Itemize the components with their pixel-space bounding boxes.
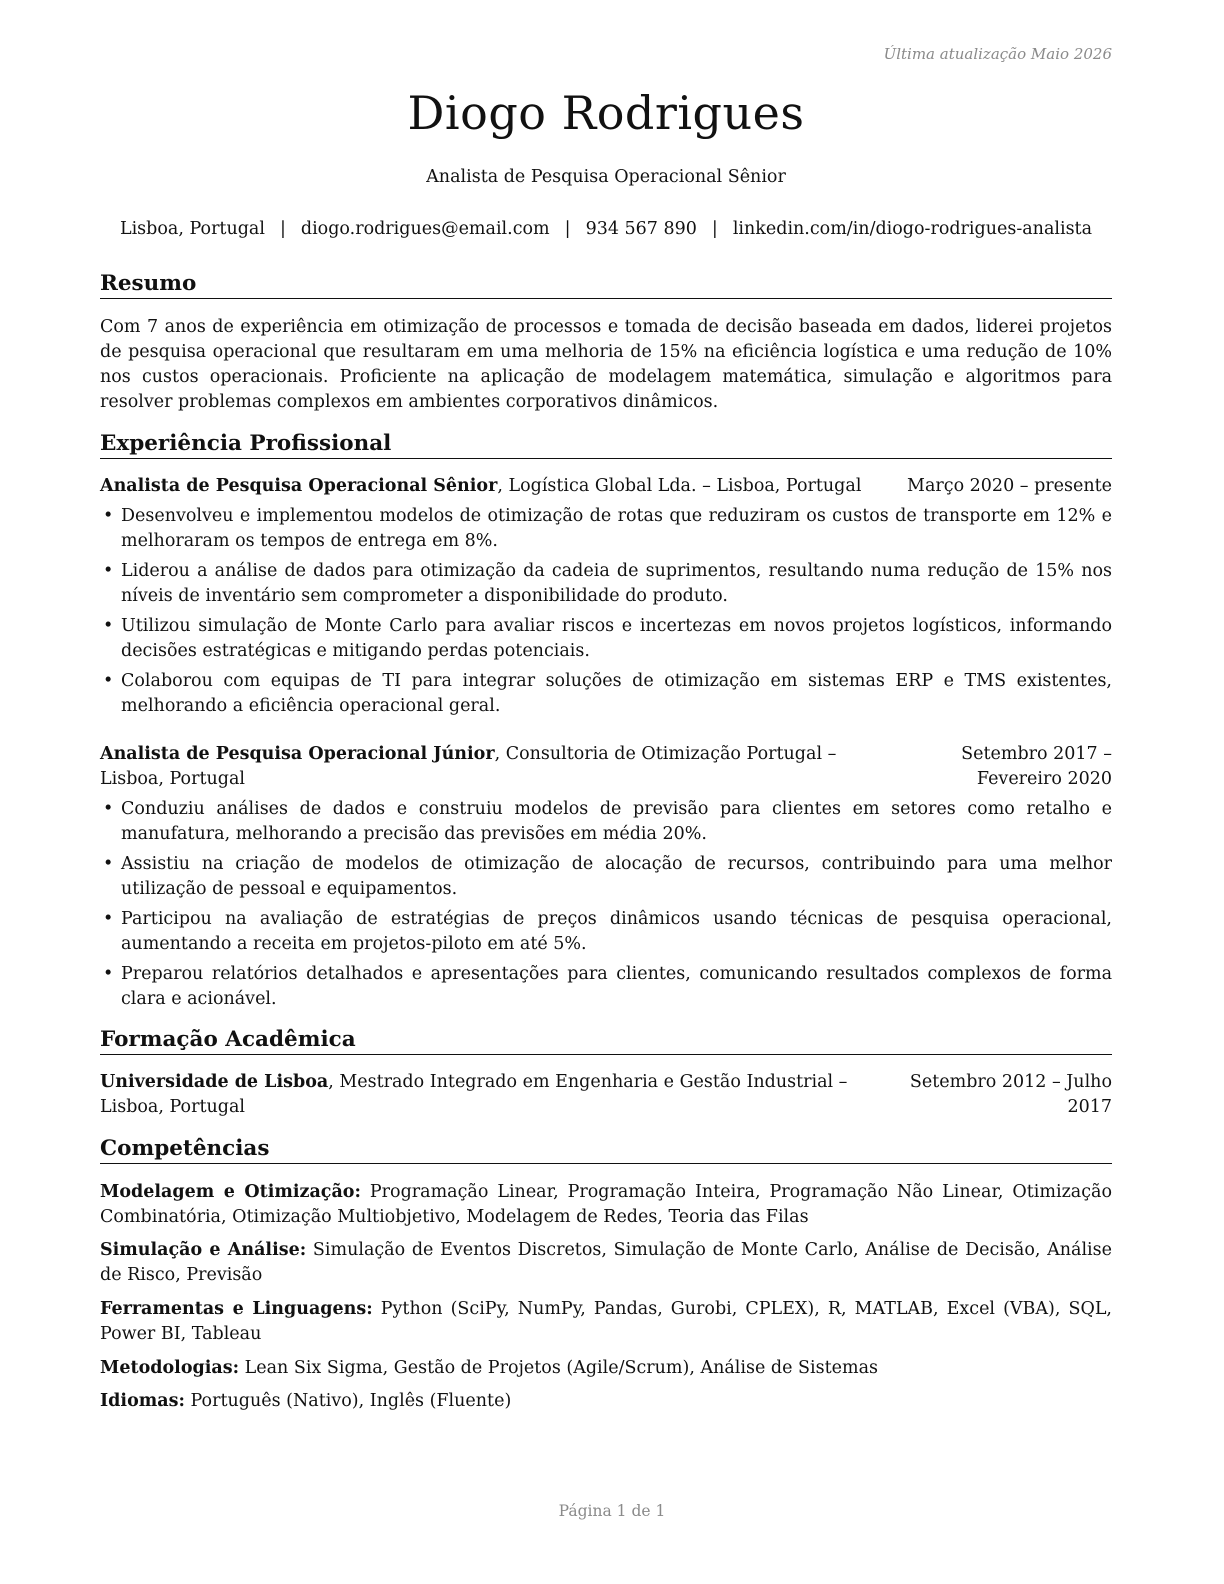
skill-line — [100, 1238, 1112, 1288]
skill-line — [100, 1297, 1112, 1347]
education-institution: Universidade de Lisboa — [100, 1072, 329, 1092]
job-dates: Setembro 2017 – Fevereiro 2020 — [961, 744, 1112, 789]
section-heading-education: Formação Acadêmica — [100, 1027, 1112, 1055]
skill-line — [100, 1180, 1112, 1230]
contact-separator: | — [711, 219, 718, 239]
skill-line — [100, 1356, 1112, 1381]
contact-location: Lisboa, Portugal — [119, 219, 265, 239]
skill-label: Metodologias: — [100, 1358, 240, 1378]
job-company: , Logística Global Lda. – Lisboa, Portugal — [497, 476, 862, 496]
education-dates: Setembro 2012 – Julho 2017 — [909, 1072, 1112, 1117]
skill-text: Python (SciPy, NumPy, Pandas, Gurobi, CPLEX), R, MATLAB, Excel (VBA), SQL, Power BI, Tableau — [100, 1299, 1112, 1344]
list-item: • Desenvolveu e implementou modelos de otimização de rotas que reduziram os custos de transporte em 12% e melhoraram os tempos de entrega em 8%. — [100, 504, 1112, 554]
list-item: • Conduziu análises de dados e construiu modelos de previsão para clientes em setores como retalho e manufatura, melhorando a precisão das previsões em média 20%. — [100, 797, 1112, 847]
contact-phone: 934 567 890 — [585, 219, 697, 239]
job-role: Analista de Pesquisa Operacional Júnior — [100, 744, 495, 764]
summary-text: Com 7 anos de experiência em otimização de processos e tomada de decisão baseada em dados, liderei projetos de pesquisa operacional que resultaram em uma melhoria de 15% na eficiência logística e uma redução de 10% nos custos operacionais. Proficiente na aplicação de modelagem matemática, simulação e algoritmos para resolver problemas complexos em ambientes corporativos dinâmicos. — [100, 317, 1112, 412]
education-entry — [100, 1070, 1112, 1120]
education-title-block — [100, 1070, 880, 1120]
section-heading-experience: Experiência Profissional — [100, 431, 1112, 459]
skill-label: Idiomas: — [100, 1391, 185, 1411]
page-number: Página 1 de 1 — [558, 1502, 666, 1520]
job-bullets — [100, 797, 1112, 1017]
contact-email[interactable]: diogo.rodrigues@email.com — [300, 219, 550, 239]
list-item: • Assistiu na criação de modelos de otimização de alocação de recursos, contribuindo para uma melhor utilização de pessoal e equipamentos. — [100, 852, 1112, 902]
list-item: • Participou na avaliação de estratégias de preços dinâmicos usando técnicas de pesquisa operacional, aumentando a receita em projetos-piloto em até 5%. — [100, 907, 1112, 957]
list-item: • Utilizou simulação de Monte Carlo para avaliar riscos e incertezas em novos projetos logísticos, informando decisões estratégicas e mitigando perdas potenciais. — [100, 614, 1112, 664]
contact-separator: | — [279, 219, 286, 239]
skill-text: Simulação de Eventos Discretos, Simulação de Monte Carlo, Análise de Decisão, Análise de Risco, Previsão — [100, 1240, 1112, 1285]
job-header — [100, 742, 1112, 792]
last-updated: Última atualização Maio 2026 — [883, 45, 1112, 63]
section-heading-summary: Resumo — [100, 271, 1112, 299]
skill-label: Modelagem e Otimização: — [100, 1182, 361, 1202]
section-heading-skills: Competências — [100, 1136, 1112, 1164]
skill-label: Ferramentas e Linguagens: — [100, 1299, 373, 1319]
candidate-title: Analista de Pesquisa Operacional Sênior — [426, 167, 786, 187]
list-item: • Colaborou com equipas de TI para integrar soluções de otimização em sistemas ERP e TMS existentes, melhorando a eficiência operacional geral. — [100, 669, 1112, 719]
job-role: Analista de Pesquisa Operacional Sênior — [100, 476, 498, 496]
job-dates: Março 2020 – presente — [907, 476, 1112, 496]
skill-label: Simulação e Análise: — [100, 1240, 307, 1260]
job-company: , Consultoria de Otimização Portugal – Lisboa, Portugal — [100, 744, 837, 789]
list-item: • Preparou relatórios detalhados e apresentações para clientes, comunicando resultados complexos de forma clara e acionável. — [100, 962, 1112, 1012]
skill-text: Programação Linear, Programação Inteira, Programação Não Linear, Otimização Combinatória, Otimização Multiobjetivo, Modelagem de Redes, Teoria das Filas — [100, 1182, 1113, 1227]
contact-line — [100, 219, 1112, 239]
skill-line — [100, 1389, 1112, 1414]
job-title-block — [100, 742, 880, 792]
education-degree: , Mestrado Integrado em Engenharia e Gestão Industrial – Lisboa, Portugal — [100, 1072, 848, 1117]
candidate-name: Diogo Rodrigues — [407, 86, 805, 140]
job-header — [100, 474, 1112, 499]
job-bullets — [100, 504, 1112, 724]
contact-separator: | — [564, 219, 571, 239]
contact-linkedin[interactable]: linkedin.com/in/diogo-rodrigues-analista — [732, 219, 1093, 239]
list-item: • Liderou a análise de dados para otimização da cadeia de suprimentos, resultando numa redução de 15% nos níveis de inventário sem comprometer a disponibilidade do produto. — [100, 559, 1112, 609]
skill-text: Lean Six Sigma, Gestão de Projetos (Agile/Scrum), Análise de Sistemas — [239, 1358, 878, 1378]
skill-text: Português (Nativo), Inglês (Fluente) — [184, 1391, 512, 1411]
